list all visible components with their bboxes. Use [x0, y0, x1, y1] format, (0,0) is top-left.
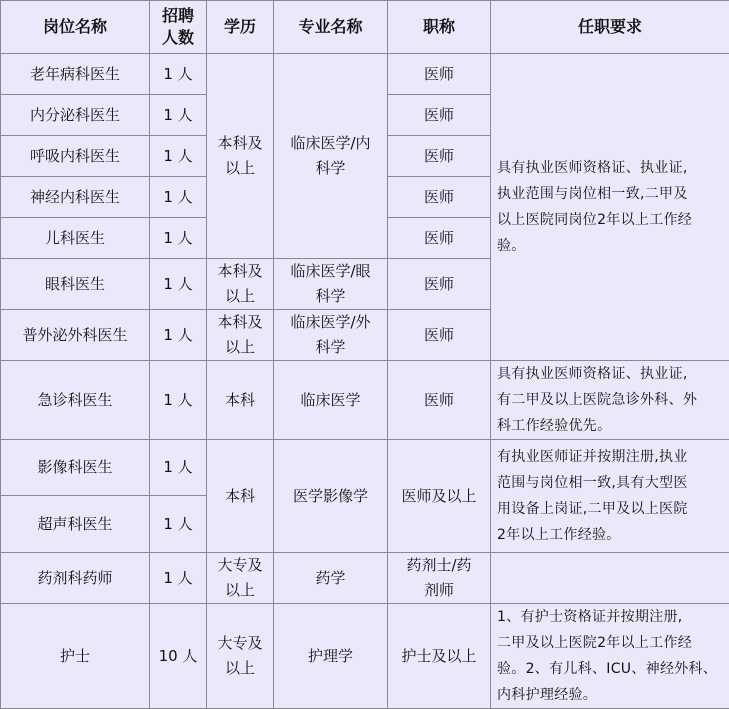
position-cell: 儿科医生	[1, 218, 150, 259]
major-cell: 临床医学/外 科学	[274, 310, 388, 361]
count-cell: 1 人	[150, 177, 207, 218]
title-cell: 医师	[388, 95, 491, 136]
title-cell: 医师	[388, 54, 491, 95]
count-cell: 1 人	[150, 496, 207, 553]
header-requirements: 任职要求	[491, 1, 729, 54]
position-cell: 护士	[1, 604, 150, 709]
position-cell: 超声科医生	[1, 496, 150, 553]
table-row	[1, 553, 729, 604]
requirements-cell	[491, 553, 729, 604]
title-cell: 医师	[388, 136, 491, 177]
education-cell: 本科及 以上	[207, 310, 274, 361]
education-cell: 大专及 以上	[207, 604, 274, 709]
count-cell: 1 人	[150, 95, 207, 136]
position-cell: 普外泌外科医生	[1, 310, 150, 361]
title-cell: 医师	[388, 177, 491, 218]
header-education: 学历	[207, 1, 274, 54]
requirements-cell: 有执业医师证并按期注册,执业 范围与岗位相一致,具有大型医 用设备上岗证,二甲及以上医院 2年以上工作经验。	[491, 440, 729, 553]
position-cell: 神经内科医生	[1, 177, 150, 218]
major-cell: 药学	[274, 553, 388, 604]
header-count: 招聘 人数	[150, 1, 207, 54]
title-cell: 护士及以上	[388, 604, 491, 709]
major-cell: 临床医学/内 科学	[274, 54, 388, 259]
requirements-cell: 1、有护士资格证并按期注册, 二甲及以上医院2年以上工作经 验。2、有儿科、ICU、神经外科、 内科护理经验。	[491, 604, 729, 709]
count-cell: 10 人	[150, 604, 207, 709]
major-cell: 护理学	[274, 604, 388, 709]
title-cell: 药剂士/药 剂师	[388, 553, 491, 604]
title-cell: 医师	[388, 310, 491, 361]
major-cell: 临床医学/眼 科学	[274, 259, 388, 310]
education-cell: 本科	[207, 361, 274, 440]
table-row	[1, 54, 729, 95]
count-cell: 1 人	[150, 54, 207, 95]
position-cell: 眼科医生	[1, 259, 150, 310]
header-position: 岗位名称	[1, 1, 150, 54]
table-row	[1, 361, 729, 440]
education-cell: 本科及 以上	[207, 54, 274, 259]
position-cell: 内分泌科医生	[1, 95, 150, 136]
count-cell: 1 人	[150, 218, 207, 259]
education-cell: 本科	[207, 440, 274, 553]
major-cell: 医学影像学	[274, 440, 388, 553]
header-title: 职称	[388, 1, 491, 54]
count-cell: 1 人	[150, 440, 207, 496]
title-cell: 医师	[388, 218, 491, 259]
title-cell: 医师	[388, 259, 491, 310]
count-cell: 1 人	[150, 259, 207, 310]
count-cell: 1 人	[150, 136, 207, 177]
table-row	[1, 440, 729, 496]
header-major: 专业名称	[274, 1, 388, 54]
position-cell: 药剂科药师	[1, 553, 150, 604]
requirements-cell: 具有执业医师资格证、执业证, 有二甲及以上医院急诊外科、外 科工作经验优先。	[491, 361, 729, 440]
education-cell: 本科及 以上	[207, 259, 274, 310]
position-cell: 影像科医生	[1, 440, 150, 496]
table-row	[1, 604, 729, 709]
requirements-cell: 具有执业医师资格证、执业证, 执业范围与岗位相一致,二甲及 以上医院同岗位2年以上工作经 验。	[491, 54, 729, 361]
count-cell: 1 人	[150, 361, 207, 440]
title-cell: 医师	[388, 361, 491, 440]
title-cell: 医师及以上	[388, 440, 491, 553]
position-cell: 老年病科医生	[1, 54, 150, 95]
header-row	[1, 1, 729, 54]
count-cell: 1 人	[150, 553, 207, 604]
education-cell: 大专及 以上	[207, 553, 274, 604]
position-cell: 呼吸内科医生	[1, 136, 150, 177]
count-cell: 1 人	[150, 310, 207, 361]
major-cell: 临床医学	[274, 361, 388, 440]
position-cell: 急诊科医生	[1, 361, 150, 440]
